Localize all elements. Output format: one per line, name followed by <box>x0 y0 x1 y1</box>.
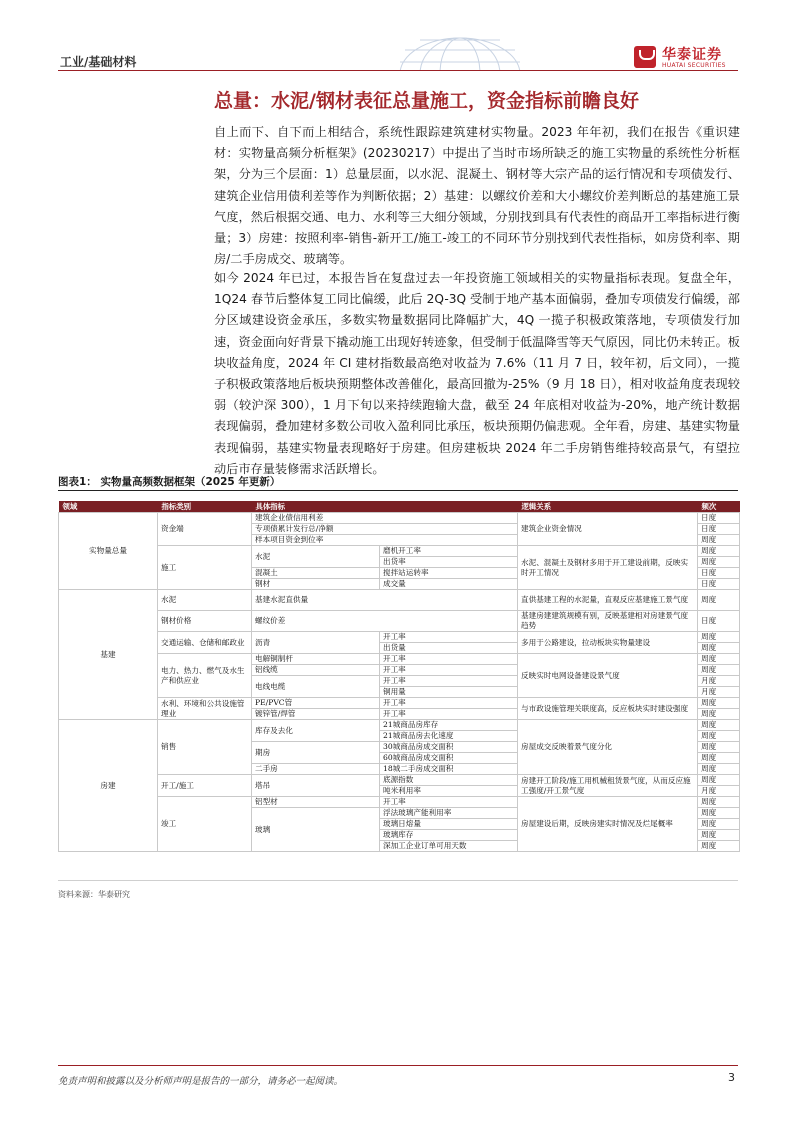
frequency-cell: 周度 <box>698 731 740 742</box>
frequency-cell: 周度 <box>698 764 740 775</box>
table-row <box>59 698 740 709</box>
sub-indicator-cell: 浮法玻璃产能利用率 <box>380 808 518 819</box>
sub-indicator-cell: 开工率 <box>380 632 518 643</box>
framework-table <box>58 501 740 852</box>
category-cell: 施工 <box>158 546 252 590</box>
figure-rule <box>58 490 738 491</box>
logo-name-cn: 华泰证券 <box>662 47 722 63</box>
frequency-cell: 周度 <box>698 797 740 808</box>
frequency-cell: 周度 <box>698 535 740 546</box>
frequency-cell: 月度 <box>698 687 740 698</box>
frequency-cell: 周度 <box>698 841 740 852</box>
domain-cell: 基建 <box>59 590 158 720</box>
indicator-cell: 镀锌管/焊管 <box>252 709 380 720</box>
frequency-cell: 周度 <box>698 643 740 654</box>
table-header-cell: 指标类别 <box>158 501 252 513</box>
logic-cell: 与市政设施管理关联度高，反应板块实时建设强度 <box>518 698 698 720</box>
sub-indicator-cell: 底源指数 <box>380 775 518 786</box>
frequency-cell: 日度 <box>698 513 740 524</box>
header-rule <box>58 70 738 71</box>
figure-title: 图表1： 实物量高频数据框架（2025 年更新） <box>58 476 281 488</box>
indicator-cell: 建筑企业债信用利差 <box>252 513 518 524</box>
table-header-cell: 频次 <box>698 501 740 513</box>
indicator-cell: 期房 <box>252 742 380 764</box>
indicator-cell: 混凝土 <box>252 568 380 579</box>
sub-indicator-cell: 21城商品房库存 <box>380 720 518 731</box>
sub-indicator-cell: 深加工企业订单可用天数 <box>380 841 518 852</box>
frequency-cell: 月度 <box>698 676 740 687</box>
logic-cell: 直供基建工程的水泥量，直观反应基建施工景气度 <box>518 590 698 611</box>
indicator-cell: PE/PVC管 <box>252 698 380 709</box>
sub-indicator-cell: 玻璃日熔量 <box>380 819 518 830</box>
indicator-cell: 基建水泥直供量 <box>252 590 518 611</box>
logic-cell: 房建开工阶段/施工用机械租赁景气度，从而反应施工强度/开工景气度 <box>518 775 698 797</box>
sub-indicator-cell: 搅拌站运转率 <box>380 568 518 579</box>
indicator-cell: 水泥 <box>252 546 380 568</box>
category-cell: 竣工 <box>158 797 252 852</box>
table-row <box>59 590 740 611</box>
logic-cell: 房屋成交反映着景气度分化 <box>518 720 698 775</box>
sub-indicator-cell: 开工率 <box>380 797 518 808</box>
figure-source: 资料来源：华泰研究 <box>58 890 130 899</box>
frequency-cell: 周度 <box>698 632 740 643</box>
footer-disclaimer: 免责声明和披露以及分析师声明是报告的一部分，请务必一起阅读。 <box>58 1076 344 1087</box>
indicator-cell: 专项债累计发行总/净额 <box>252 524 518 535</box>
logic-cell: 多用于公路建设，拉动板块实物量建设 <box>518 632 698 654</box>
frequency-cell: 周度 <box>698 546 740 557</box>
logic-cell: 反映实时电网设备建设景气度 <box>518 654 698 698</box>
frequency-cell: 周度 <box>698 808 740 819</box>
frequency-cell: 日度 <box>698 611 740 632</box>
footer-rule <box>58 1065 738 1066</box>
indicator-cell: 沥青 <box>252 632 380 654</box>
frequency-cell: 周度 <box>698 590 740 611</box>
indicator-cell: 螺纹价差 <box>252 611 518 632</box>
sub-indicator-cell: 开工率 <box>380 709 518 720</box>
table-row <box>59 775 740 786</box>
category-cell: 钢材价格 <box>158 611 252 632</box>
huatai-logo-icon <box>634 46 656 68</box>
sub-indicator-cell: 开工率 <box>380 665 518 676</box>
sub-indicator-cell: 21城商品房去化速度 <box>380 731 518 742</box>
frequency-cell: 周度 <box>698 557 740 568</box>
source-rule <box>58 880 738 881</box>
category-cell: 水泥 <box>158 590 252 611</box>
indicator-cell: 塔吊 <box>252 775 380 797</box>
indicator-cell: 二手房 <box>252 764 380 775</box>
category-cell: 交通运输、仓储和邮政业 <box>158 632 252 654</box>
frequency-cell: 周度 <box>698 709 740 720</box>
table-row <box>59 513 740 524</box>
logo-name-en: HUATAI SECURITIES <box>662 62 726 69</box>
logic-cell: 水泥、混凝土及钢材多用于开工建设前期，反映实时开工情况 <box>518 546 698 590</box>
sub-indicator-cell: 出货量 <box>380 643 518 654</box>
indicator-cell: 钢材 <box>252 579 380 590</box>
huatai-logo <box>634 44 744 70</box>
indicator-cell: 电解铜制杆 <box>252 654 380 665</box>
category-cell: 销售 <box>158 720 252 775</box>
table-row <box>59 720 740 731</box>
frequency-cell: 周度 <box>698 830 740 841</box>
sub-indicator-cell: 成交量 <box>380 579 518 590</box>
domain-cell: 房建 <box>59 720 158 852</box>
table-header-row <box>59 501 740 513</box>
table-row <box>59 654 740 665</box>
frequency-cell: 周度 <box>698 742 740 753</box>
indicator-cell: 铝型材 <box>252 797 380 808</box>
paragraph-1: 自上而下、自下而上相结合，系统性跟踪建筑建材实物量。2023 年年初，我们在报告《重识建材：实物量高频分析框架》(20230217）中提出了当时市场所缺乏的施工实物量的系统性分析框架，分为三个层面：1）总量层面，以水泥、混凝土、钢材等大宗产品的运行情况和专项债发行、建筑企业信用债利差等作为判断依据；2）基建：以螺纹价差和大小螺纹价差判断总的基建施工景气度，然后根据交通、电力、水利等三大细分领域，分别找到具有代表性的商品开工率指标进行衡量；3）房建：按照利率-销售-新开工/施工-竣工的不同环节分别找到代表性指标，如房贷利率、期房/二手房成交、玻璃等。 <box>214 125 740 267</box>
table-header-cell: 逻辑关系 <box>518 501 698 513</box>
table-row <box>59 546 740 557</box>
table-header-cell: 具体指标 <box>252 501 518 513</box>
frequency-cell: 周度 <box>698 753 740 764</box>
frequency-cell: 周度 <box>698 698 740 709</box>
frequency-cell: 周度 <box>698 654 740 665</box>
sub-indicator-cell: 18城二手房成交面积 <box>380 764 518 775</box>
sub-indicator-cell: 开工率 <box>380 698 518 709</box>
globe-watermark-icon <box>350 34 530 70</box>
sub-indicator-cell: 开工率 <box>380 676 518 687</box>
section-title: 总量：水泥/钢材表征总量施工，资金指标前瞻良好 <box>214 90 639 112</box>
sub-indicator-cell: 开工率 <box>380 654 518 665</box>
sub-indicator-cell: 磨机开工率 <box>380 546 518 557</box>
sub-indicator-cell: 玻璃库存 <box>380 830 518 841</box>
category-cell: 水利、环境和公共设施管理业 <box>158 698 252 720</box>
sub-indicator-cell: 吨米利用率 <box>380 786 518 797</box>
report-section-label: 工业/基础材料 <box>60 55 137 69</box>
category-cell: 电力、热力、燃气及水生产和供应业 <box>158 654 252 698</box>
frequency-cell: 日度 <box>698 568 740 579</box>
sub-indicator-cell: 30城商品房成交面积 <box>380 742 518 753</box>
frequency-cell: 周度 <box>698 665 740 676</box>
indicator-cell: 铝线缆 <box>252 665 380 676</box>
logic-cell: 建筑企业资金情况 <box>518 513 698 546</box>
indicator-cell: 库存及去化 <box>252 720 380 742</box>
domain-cell: 实物量总量 <box>59 513 158 590</box>
category-cell: 开工/施工 <box>158 775 252 797</box>
sub-indicator-cell: 出货率 <box>380 557 518 568</box>
category-cell: 资金端 <box>158 513 252 546</box>
sub-indicator-cell: 铜用量 <box>380 687 518 698</box>
frequency-cell: 月度 <box>698 786 740 797</box>
frequency-cell: 周度 <box>698 775 740 786</box>
frequency-cell: 日度 <box>698 579 740 590</box>
indicator-cell: 样本项目资金到位率 <box>252 535 518 546</box>
table-row <box>59 632 740 643</box>
sub-indicator-cell: 60城商品房成交面积 <box>380 753 518 764</box>
table-header-cell: 领域 <box>59 501 158 513</box>
frequency-cell: 周度 <box>698 720 740 731</box>
indicator-cell: 玻璃 <box>252 808 380 852</box>
frequency-cell: 日度 <box>698 524 740 535</box>
indicator-cell: 电线电缆 <box>252 676 380 698</box>
table-row <box>59 797 740 808</box>
page-number: 3 <box>728 1071 735 1084</box>
logic-cell: 房屋建设后期，反映房建实时情况及烂尾概率 <box>518 797 698 852</box>
logic-cell: 基建房建建筑规模有别，反映基建相对房建景气度趋势 <box>518 611 698 632</box>
frequency-cell: 周度 <box>698 819 740 830</box>
table-row <box>59 611 740 632</box>
paragraph-2: 如今 2024 年已过，本报告旨在复盘过去一年投资施工领域相关的实物量指标表现。复盘全年，1Q24 春节后整体复工同比偏缓，此后 2Q-3Q 受制于地产基本面偏弱，叠加专项债发行偏缓，部分区域建设资金承压，多数实物量数据同比降幅扩大，4Q 一揽子积极政策落地，专项债发行加速，资金面向好背景下撬动施工出现好转迹象，但受制于低温降雪等天气原因，同比仍未转正。板块收益角度，2024 年 CI 建材指数最高绝对收益为 7.6%（11 月 7 日，较年初，后文同），一揽子积极政策落地后板块预期整体改善催化，最高回撤为-25%（9 月 18 日），相对收益角度表现较弱（较沪深 300），1 月下旬以来持续跑输大盘，截至 24 年底相对收益为-20%，地产统计数据表现偏弱，叠加建材多数公司收入盈利同比承压，板块预期仍偏悲观。全年看，房建、基建实物量表现偏弱，基建实物量表现略好于房建。但房建板块 2024 年二手房销售维持较高景气，有望拉动后市存量装修需求活跃增长。 <box>214 271 740 476</box>
